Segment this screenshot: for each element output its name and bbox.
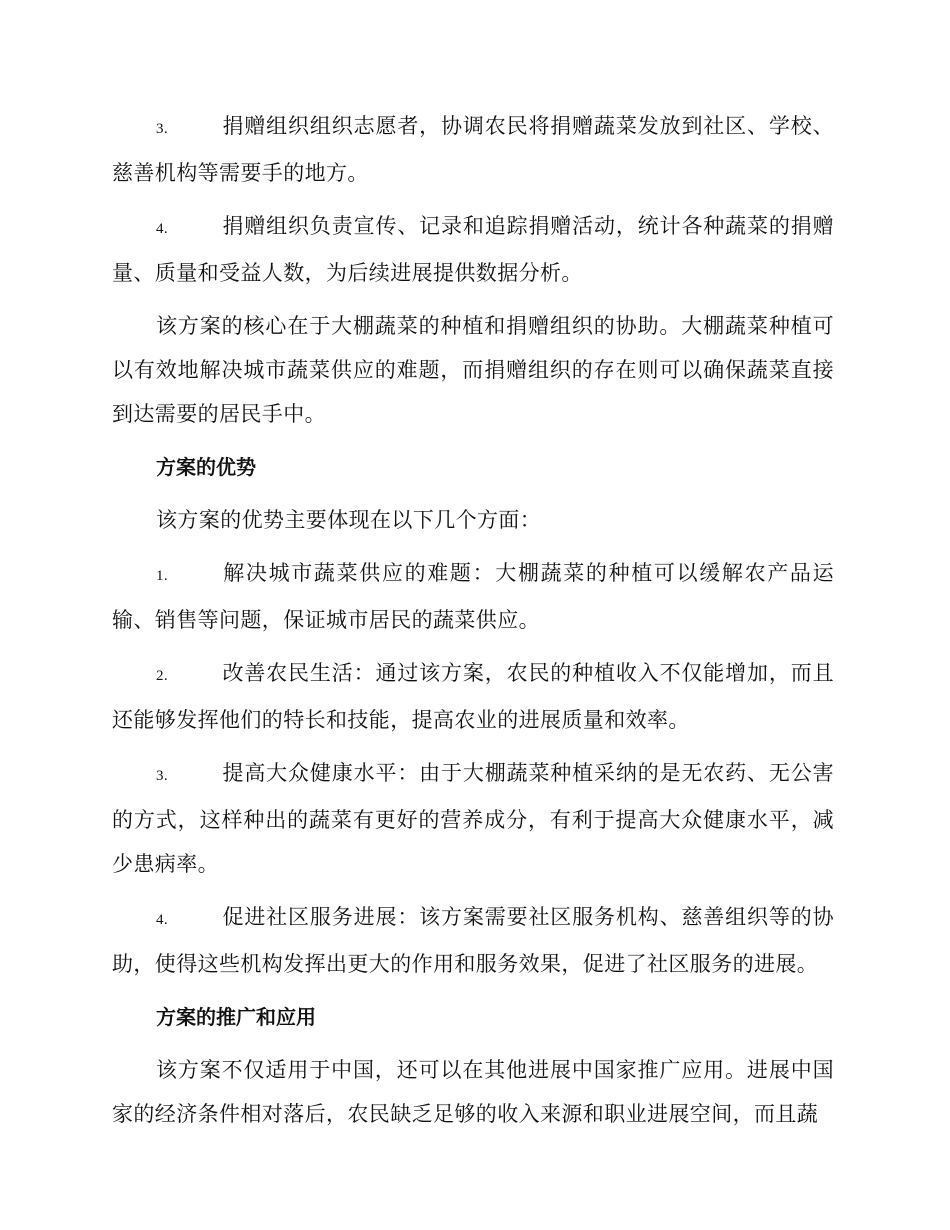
section-heading: 方案的推广和应用 [156,1005,316,1029]
list-item [112,751,834,886]
paragraph: 该方案的核心在于大棚蔬菜的种植和捐赠组织的协助。大棚蔬菜种植可以有效地解决城市蔬菜供应的难题，而捐赠组织的存在则可以确保蔬菜直接到达需要的居民手中。 [112,314,834,426]
list-text: 捐赠组织组织志愿者，协调农民将捐赠蔬菜发放到社区、学校、慈善机构等需要手的地方。 [112,114,834,185]
section-heading: 方案的优势 [156,455,256,479]
list-item [112,895,834,986]
list-number: 3. [156,121,169,137]
list-number: 4. [156,912,169,928]
list-number: 2. [156,668,169,684]
list-item [112,104,834,195]
list-text: 解决城市蔬菜供应的难题：大棚蔬菜的种植可以缓解农产品运输、销售等问题，保证城市居民的蔬菜供应。 [112,561,834,632]
list-text: 促进社区服务进展：该方案需要社区服务机构、慈善组织等的协助，使得这些机构发挥出更大的作用和服务效果，促进了社区服务的进展。 [112,905,834,976]
list-number: 4. [156,221,169,237]
paragraph: 该方案的优势主要体现在以下几个方面： [156,508,542,532]
list-item [112,651,834,742]
list-number: 1. [156,568,169,584]
paragraph: 该方案不仅适用于中国，还可以在其他进展中国家推广应用。进展中国家的经济条件相对落后，农民缺乏足够的收入来源和职业进展空间，而且蔬 [112,1058,834,1126]
document-body [112,104,834,1145]
list-text: 改善农民生活：通过该方案，农民的种植收入不仅能增加，而且还能够发挥他们的特长和技能，提高农业的进展质量和效率。 [112,661,834,732]
list-text: 提高大众健康水平：由于大棚蔬菜种植采纳的是无农药、无公害的方式，这样种出的蔬菜有更好的营养成分，有利于提高大众健康水平，减少患病率。 [112,761,834,876]
list-item [112,551,834,642]
list-item [112,204,834,295]
list-number: 3. [156,768,169,784]
list-text: 捐赠组织负责宣传、记录和追踪捐赠活动，统计各种蔬菜的捐赠量、质量和受益人数，为后续进展提供数据分析。 [112,214,834,285]
